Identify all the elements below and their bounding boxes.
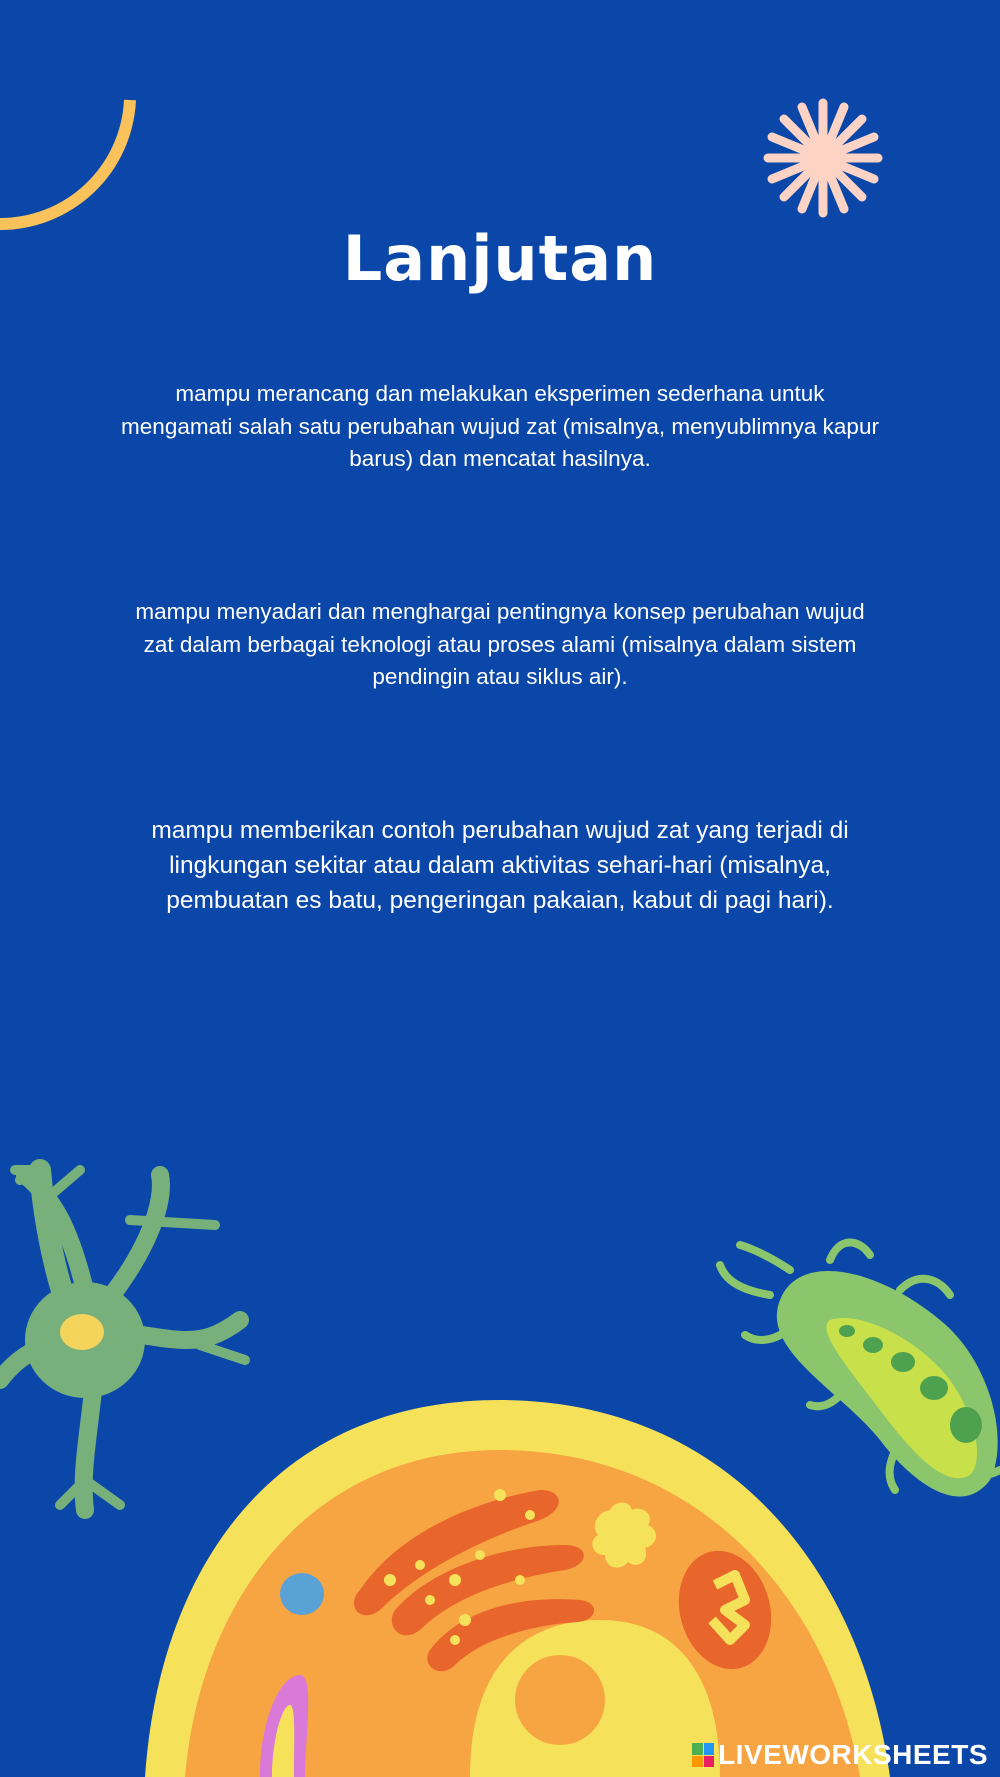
arc-decoration — [0, 100, 130, 224]
paragraph-appreciation: mampu menyadari dan menghargai pentingnya konsep perubahan wujud zat dalam berbagai teknologi atau proses alami (misalnya dalam sistem pendingin atau siklus air). — [135, 599, 865, 690]
paragraph-examples: mampu memberikan contoh perubahan wujud zat yang terjadi di lingkungan sekitar atau dalam aktivitas sehari-hari (misalnya, pembuatan es batu, pengeringan pakaian, kabut di pagi hari). — [151, 817, 849, 914]
starburst-icon — [768, 103, 878, 213]
cell-illustration — [145, 1400, 890, 1777]
bacterium-illustration — [720, 1243, 1000, 1497]
liveworksheets-logo-icon — [692, 1743, 714, 1767]
paragraph-experiment: mampu merancang dan melakukan eksperimen sederhana untuk mengamati salah satu perubahan wujud zat (misalnya, menyublimnya kapur barus) dan mencatat hasilnya. — [121, 381, 879, 472]
liveworksheets-watermark — [692, 1739, 988, 1771]
watermark-text: LIVEWORKSHEETS — [718, 1739, 988, 1770]
page-title: Lanjutan — [342, 222, 658, 295]
